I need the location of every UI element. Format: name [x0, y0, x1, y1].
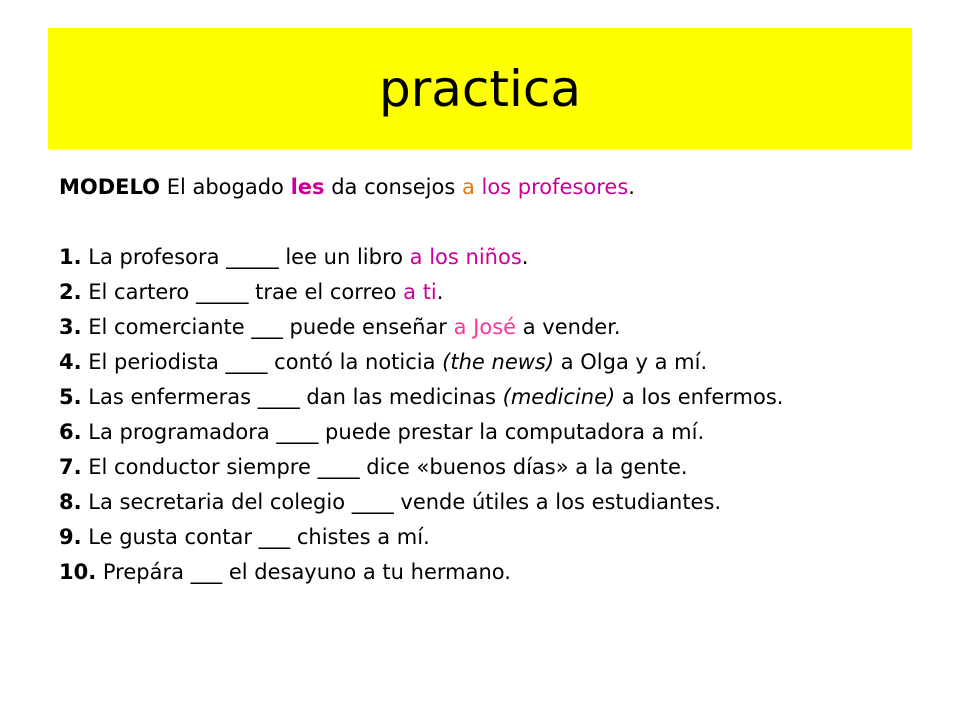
- modelo-line: [59, 170, 919, 205]
- modelo-end: .: [628, 175, 635, 199]
- exercise-text: Prepára ___ el desayuno a tu hermano.: [96, 560, 511, 584]
- exercise-item: [59, 415, 919, 450]
- exercise-list: [59, 240, 919, 590]
- exercise-item: [59, 380, 919, 415]
- exercise-item: [59, 240, 919, 275]
- exercise-text: a los niños: [409, 245, 522, 269]
- exercise-item: [59, 485, 919, 520]
- exercise-item: [59, 310, 919, 345]
- exercise-text: a Olga y a mí.: [554, 350, 708, 374]
- title-banner: [48, 28, 912, 149]
- exercise-item: [59, 345, 919, 380]
- exercise-text: Le gusta contar ___ chistes a mí.: [81, 525, 430, 549]
- exercise-number: 6.: [59, 420, 82, 444]
- modelo-phrase: los profesores: [474, 175, 629, 199]
- exercise-text: .: [436, 280, 444, 304]
- exercise-number: 3.: [59, 315, 82, 339]
- exercise-text: Las enfermeras ____ dan las medicinas: [81, 385, 503, 409]
- exercise-text: (the news): [442, 350, 555, 374]
- exercise-text: a vender.: [516, 315, 621, 339]
- exercise-text: El periodista ____ contó la noticia: [81, 350, 443, 374]
- exercise-text: La profesora _____ lee un libro: [81, 245, 410, 269]
- exercise-number: 4.: [59, 350, 82, 374]
- exercise-number: 10.: [59, 560, 97, 584]
- blank-line: [59, 205, 919, 240]
- exercise-text: a ti: [403, 280, 437, 304]
- exercise-number: 1.: [59, 245, 82, 269]
- exercise-body: [59, 170, 919, 590]
- exercise-item: [59, 520, 919, 555]
- exercise-number: 8.: [59, 490, 82, 514]
- exercise-number: 9.: [59, 525, 82, 549]
- exercise-text: a José: [453, 315, 517, 339]
- exercise-text: .: [521, 245, 529, 269]
- exercise-item: [59, 275, 919, 310]
- exercise-text: El comerciante ___ puede enseñar: [81, 315, 454, 339]
- exercise-item: [59, 450, 919, 485]
- modelo-les: les: [290, 175, 325, 199]
- exercise-item: [59, 555, 919, 590]
- exercise-text: El conductor siempre ____ dice «buenos días» a la gente.: [81, 455, 688, 479]
- modelo-a: a: [461, 175, 475, 199]
- slide-title: practica: [378, 59, 582, 118]
- exercise-number: 2.: [59, 280, 82, 304]
- exercise-text: a los enfermos.: [615, 385, 784, 409]
- exercise-number: 5.: [59, 385, 82, 409]
- exercise-text: (medicine): [502, 385, 616, 409]
- modelo-text-middle: da consejos: [324, 175, 462, 199]
- modelo-text-before: El abogado: [160, 175, 291, 199]
- exercise-text: La secretaria del colegio ____ vende útiles a los estudiantes.: [81, 490, 722, 514]
- modelo-label: MODELO: [59, 175, 161, 199]
- exercise-text: El cartero _____ trae el correo: [81, 280, 404, 304]
- exercise-number: 7.: [59, 455, 82, 479]
- exercise-text: La programadora ____ puede prestar la computadora a mí.: [81, 420, 705, 444]
